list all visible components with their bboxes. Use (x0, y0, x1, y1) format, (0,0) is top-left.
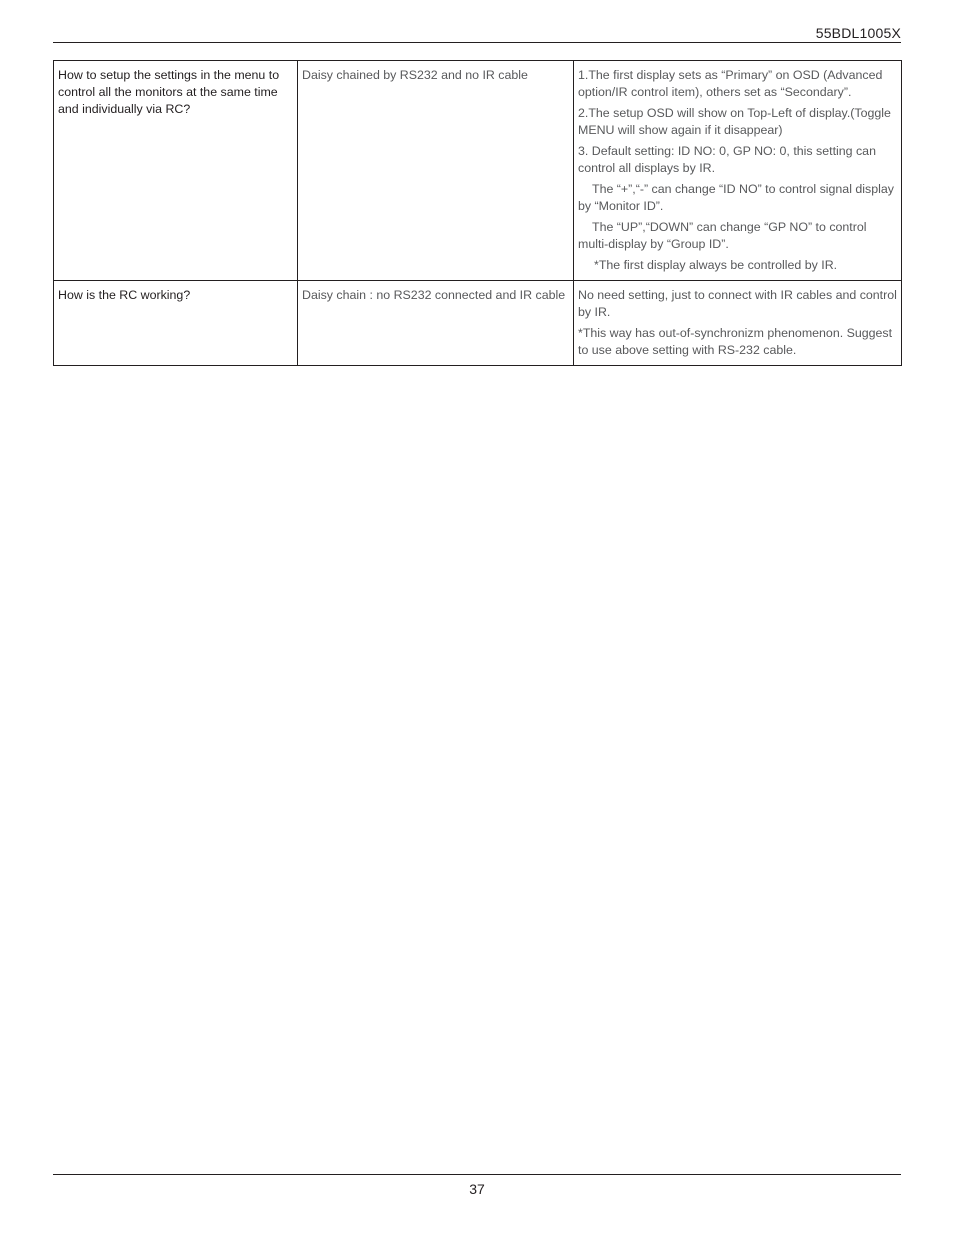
table-row (54, 281, 902, 366)
answer-step: The “+”,“-” can change “ID NO” to control signal display by “Monitor ID”. (578, 182, 894, 213)
faq-table (53, 60, 902, 366)
answer-step: 3. Default setting: ID NO: 0, GP NO: 0, this setting can control all displays by IR. (578, 144, 876, 175)
answer-step: 2.The setup OSD will show on Top-Left of display.(Toggle MENU will show again if it disappear) (578, 106, 891, 137)
answer-step: The “UP”,“DOWN” can change “GP NO” to control multi-display by “Group ID”. (578, 220, 867, 251)
header-divider (53, 42, 901, 43)
answer-cell (574, 281, 902, 366)
model-number: 55BDL1005X (815, 25, 901, 41)
page-number: 37 (469, 1181, 485, 1197)
answer-cell (574, 61, 902, 281)
table-row (54, 61, 902, 281)
condition-cell: Daisy chained by RS232 and no IR cable (298, 61, 574, 281)
answer-note: *The first display always be controlled by IR. (594, 258, 838, 272)
answer-step: 1.The first display sets as “Primary” on OSD (Advanced option/IR control item), others set as “Secondary”. (578, 68, 883, 99)
footer-divider (53, 1174, 901, 1175)
answer-note: *This way has out-of-synchronizm phenomenon. Suggest to use above setting with RS-232 cable. (578, 326, 893, 357)
answer-step: No need setting, just to connect with IR cables and control by IR. (578, 288, 897, 319)
condition-cell: Daisy chain : no RS232 connected and IR cable (298, 281, 574, 366)
question-cell: How to setup the settings in the menu to control all the monitors at the same time and individually via RC? (54, 61, 298, 281)
question-cell: How is the RC working? (54, 281, 298, 366)
